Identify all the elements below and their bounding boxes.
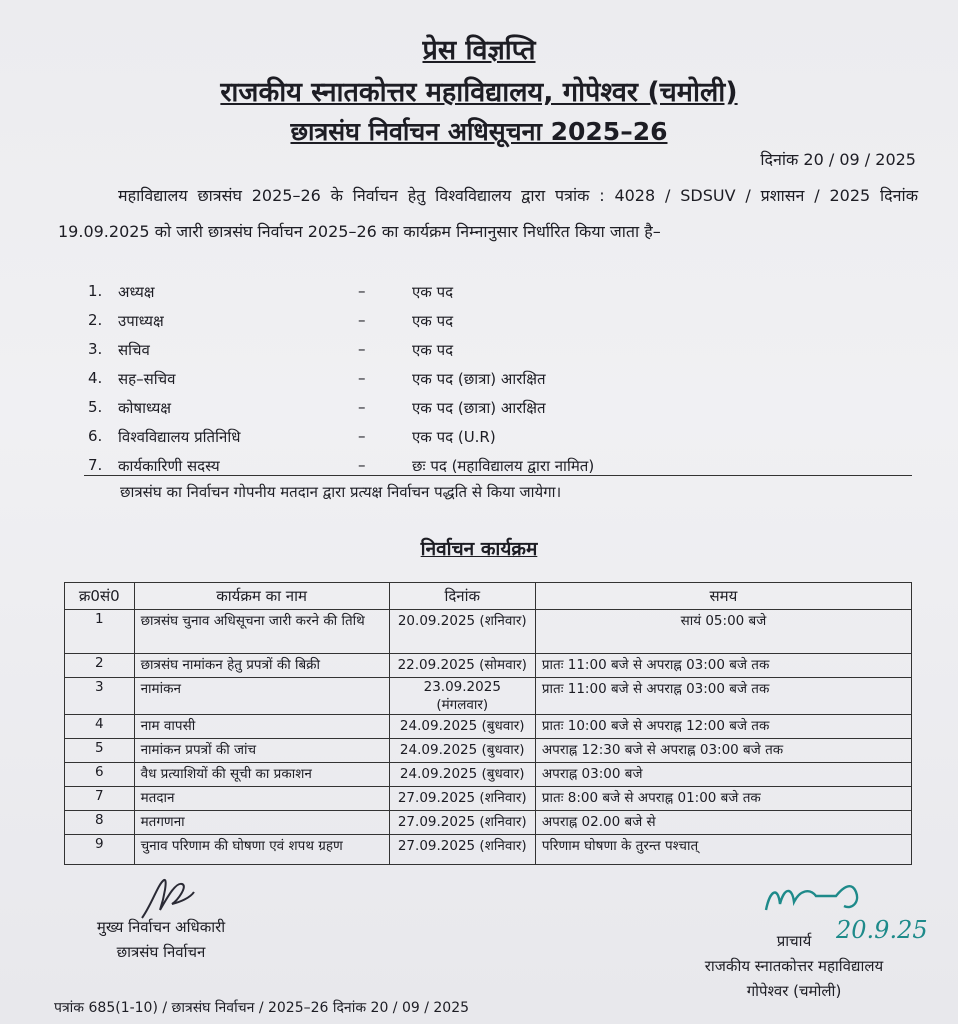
table-row xyxy=(65,678,912,715)
post-item xyxy=(88,340,708,369)
table-header-row xyxy=(65,583,912,610)
cell-date: 27.09.2025 (शनिवार) xyxy=(389,811,535,835)
post-number: 2. xyxy=(88,311,103,329)
cell-serial: 9 xyxy=(65,835,135,865)
press-release-heading: प्रेस विज्ञप्ति xyxy=(422,35,536,66)
cell-program: छात्रसंघ नामांकन हेतु प्रपत्रों की बिक्री xyxy=(134,654,389,678)
cell-time: अपराह्न 12:30 बजे से अपराह्न 03:00 बजे तक xyxy=(535,739,911,763)
cell-time: प्रातः 8:00 बजे से अपराह्न 01:00 बजे तक xyxy=(535,787,911,811)
cell-serial: 7 xyxy=(65,787,135,811)
principal-label: प्राचार्य xyxy=(776,932,812,950)
post-number: 3. xyxy=(88,340,103,358)
cell-serial: 1 xyxy=(65,610,135,654)
cell-date: 24.09.2025 (बुधवार) xyxy=(389,715,535,739)
cell-program: वैध प्रत्याशियों की सूची का प्रकाशन xyxy=(134,763,389,787)
schedule-title: निर्वाचन कार्यक्रम xyxy=(420,538,538,560)
header-time: समय xyxy=(535,583,911,610)
cell-date: 23.09.2025 (मंगलवार) xyxy=(389,678,535,715)
cell-program: मतदान xyxy=(134,787,389,811)
post-item xyxy=(88,398,708,427)
post-dash: – xyxy=(358,340,366,358)
cell-serial: 8 xyxy=(65,811,135,835)
header-program: कार्यक्रम का नाम xyxy=(134,583,389,610)
college-name-label: राजकीय स्नातकोत्तर महाविद्यालय xyxy=(704,957,884,975)
post-number: 1. xyxy=(88,282,103,300)
cell-time: प्रातः 11:00 बजे से अपराह्न 03:00 बजे तक xyxy=(535,678,911,715)
post-count: एक पद (छात्रा) आरक्षित xyxy=(412,399,546,417)
table-row xyxy=(65,811,912,835)
table-row xyxy=(65,739,912,763)
signature-right-block xyxy=(684,929,904,1004)
post-item xyxy=(88,456,708,485)
college-location-label: गोपेश्वर (चमोली) xyxy=(746,982,842,1000)
post-count: छः पद (महाविद्यालय द्वारा नामित) xyxy=(412,457,595,475)
signature-left-block xyxy=(86,915,236,965)
post-name: सह–सचिव xyxy=(118,370,176,388)
post-name: अध्यक्ष xyxy=(118,283,155,301)
divider-line xyxy=(84,475,912,476)
post-item xyxy=(88,311,708,340)
table-row xyxy=(65,654,912,678)
table-row xyxy=(65,610,912,654)
post-count: एक पद (छात्रा) आरक्षित xyxy=(412,370,546,388)
post-name: उपाध्यक्ष xyxy=(118,312,164,330)
election-method-note: छात्रसंघ का निर्वाचन गोपनीय मतदान द्वारा प्रत्यक्ष निर्वाचन पद्धति से किया जायेगा। xyxy=(120,483,562,501)
post-dash: – xyxy=(358,369,366,387)
cell-date: 27.09.2025 (शनिवार) xyxy=(389,787,535,811)
post-count: एक पद (U.R) xyxy=(412,428,496,446)
cell-time: प्रातः 11:00 बजे से अपराह्न 03:00 बजे तक xyxy=(535,654,911,678)
post-number: 4. xyxy=(88,369,103,387)
cell-date: 20.09.2025 (शनिवार) xyxy=(389,610,535,654)
post-item xyxy=(88,282,708,311)
post-name: सचिव xyxy=(118,341,150,359)
cell-serial: 6 xyxy=(65,763,135,787)
header-date: दिनांक xyxy=(389,583,535,610)
post-dash: – xyxy=(358,282,366,300)
post-item xyxy=(88,369,708,398)
cell-program: नामांकन प्रपत्रों की जांच xyxy=(134,739,389,763)
cell-date: 22.09.2025 (सोमवार) xyxy=(389,654,535,678)
cell-serial: 2 xyxy=(65,654,135,678)
posts-list xyxy=(88,282,708,485)
post-name: कार्यकारिणी सदस्य xyxy=(118,457,220,475)
header-serial: क्र0सं0 xyxy=(65,583,135,610)
cell-program: नाम वापसी xyxy=(134,715,389,739)
post-count: एक पद xyxy=(412,312,454,330)
post-count: एक पद xyxy=(412,341,454,359)
table-row xyxy=(65,787,912,811)
post-count: एक पद xyxy=(412,283,454,301)
handwritten-date: 20.9.25 xyxy=(836,916,928,944)
notice-date: दिनांक 20 / 09 / 2025 xyxy=(760,150,916,169)
cell-program: नामांकन xyxy=(134,678,389,715)
cell-serial: 4 xyxy=(65,715,135,739)
cell-serial: 5 xyxy=(65,739,135,763)
cell-program: मतगणना xyxy=(134,811,389,835)
post-name: कोषाध्यक्ष xyxy=(118,399,172,417)
chief-election-officer-label: मुख्य निर्वाचन अधिकारी xyxy=(96,918,226,936)
cell-time: सायं 05:00 बजे xyxy=(535,610,911,654)
table-row xyxy=(65,835,912,865)
cell-date: 24.09.2025 (बुधवार) xyxy=(389,763,535,787)
post-item xyxy=(88,427,708,456)
table-row xyxy=(65,763,912,787)
post-name: विश्वविद्यालय प्रतिनिधि xyxy=(118,428,241,446)
post-number: 7. xyxy=(88,456,103,474)
cell-time: अपराह्न 03:00 बजे xyxy=(535,763,911,787)
post-number: 5. xyxy=(88,398,103,416)
post-dash: – xyxy=(358,398,366,416)
cell-program: छात्रसंघ चुनाव अधिसूचना जारी करने की तिथि xyxy=(134,610,389,654)
cell-time: प्रातः 10:00 बजे से अपराह्न 12:00 बजे तक xyxy=(535,715,911,739)
student-union-election-label: छात्रसंघ निर्वाचन xyxy=(116,943,206,961)
cell-program: चुनाव परिणाम की घोषणा एवं शपथ ग्रहण xyxy=(134,835,389,865)
cell-time: परिणाम घोषणा के तुरन्त पश्चात् xyxy=(535,835,911,865)
reference-number-line: पत्रांक 685(1-10) / छात्रसंघ निर्वाचन / 2025–26 दिनांक 20 / 09 / 2025 xyxy=(54,1000,470,1016)
schedule-table xyxy=(64,582,912,865)
table-row xyxy=(65,715,912,739)
cell-date: 27.09.2025 (शनिवार) xyxy=(389,835,535,865)
cell-serial: 3 xyxy=(65,678,135,715)
college-name-heading: राजकीय स्नातकोत्तर महाविद्यालय, गोपेश्वर (चमोली) xyxy=(220,77,738,108)
intro-paragraph: महाविद्यालय छात्रसंघ 2025–26 के निर्वाचन हेतु विश्वविद्यालय द्वारा पत्रांक : 4028 / SDSUV / प्रशासन / 2025 दिनांक 19.09.2025 को जारी छात्रसंघ निर्वाचन 2025–26 का कार्यक्रम निम्नानुसार निर्धारित किया जाता है– xyxy=(58,186,918,241)
cell-time: अपराह्न 02.00 बजे से xyxy=(535,811,911,835)
post-number: 6. xyxy=(88,427,103,445)
post-dash: – xyxy=(358,311,366,329)
cell-date: 24.09.2025 (बुधवार) xyxy=(389,739,535,763)
post-dash: – xyxy=(358,456,366,474)
post-dash: – xyxy=(358,427,366,445)
notification-heading: छात्रसंघ निर्वाचन अधिसूचना 2025–26 xyxy=(290,117,668,146)
